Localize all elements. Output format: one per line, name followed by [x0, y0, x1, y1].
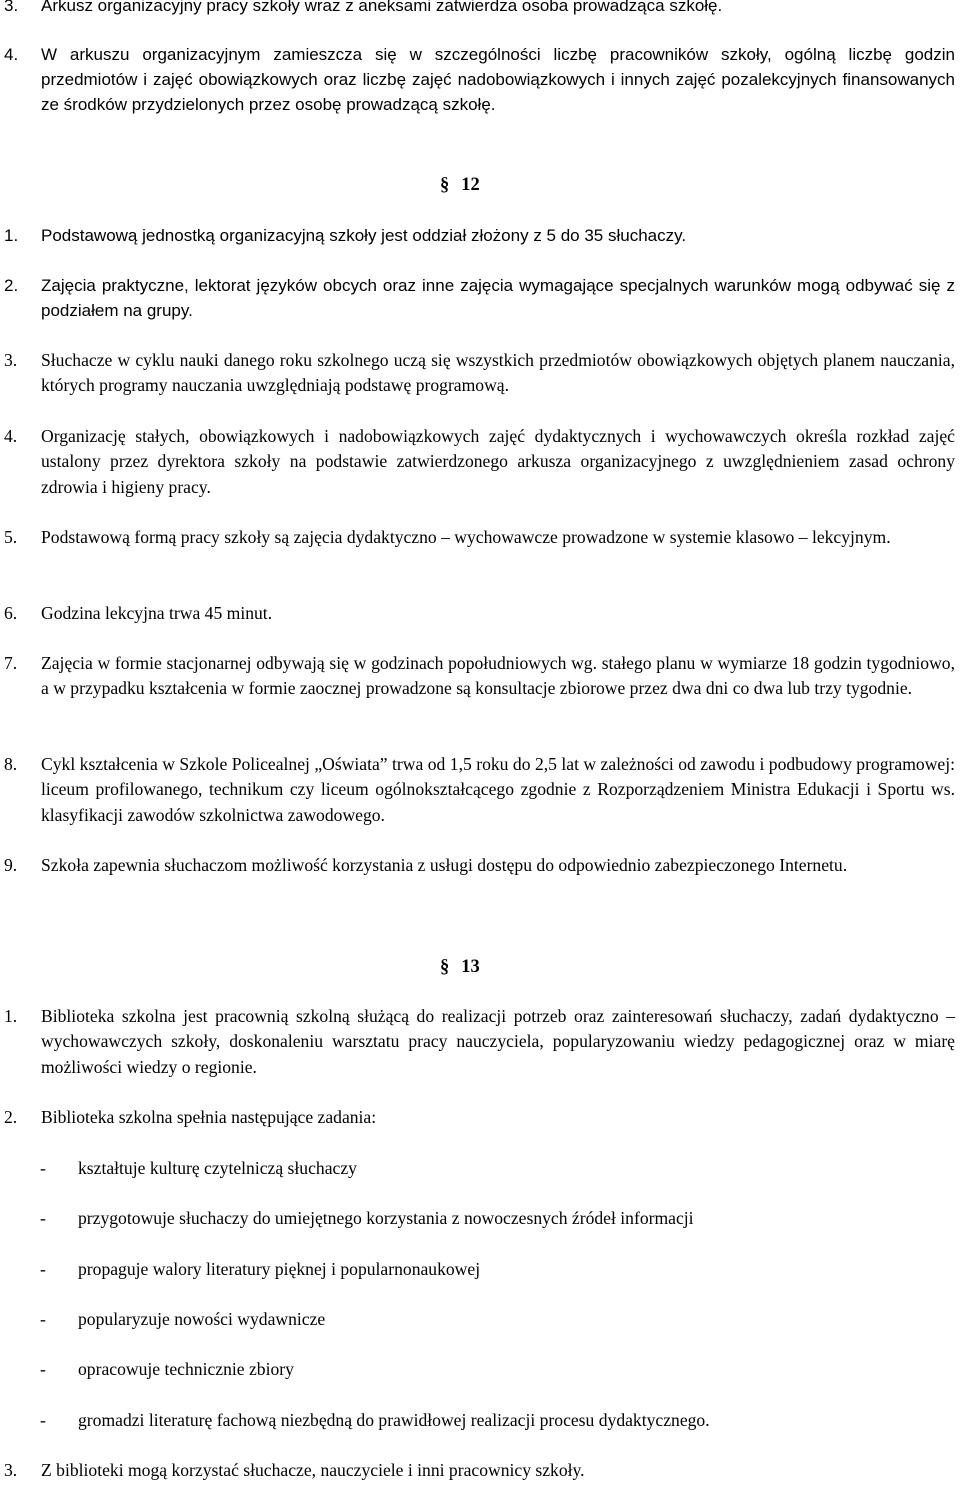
task-text: gromadzi literaturę fachową niezbędną do prawidłowej realizacji procesu dydaktycznego.: [78, 1410, 710, 1430]
paragraph-number: 3.: [4, 1460, 18, 1480]
paragraph-s12-9: [4, 853, 955, 878]
paragraph-s12-3: [4, 348, 955, 399]
paragraph-s12-8: [4, 752, 955, 828]
task-text: kształtuje kulturę czytelniczą słuchaczy: [78, 1158, 357, 1178]
paragraph-text: Podstawową jednostką organizacyjną szkoły jest oddział złożony z 5 do 35 słuchaczy.: [41, 226, 687, 245]
section-heading-13: [440, 955, 480, 980]
paragraph-text: Cykl kształcenia w Szkole Policealnej „Oświata” trwa od 1,5 roku do 2,5 lat w zależności od zawodu i podbudowy programowej: liceum profilowanego, technikum czy liceum ogólnokształcącego zgodnie z Rozporządzeniem Ministra Edukacji i Sportu ws. klasyfikacji zawodów szkolnictwa zawodowego.: [41, 754, 955, 825]
paragraph-text: Zajęcia w formie stacjonarnej odbywają się w godzinach popołudniowych wg. stałego planu w wymiarze 18 godzin tygodniowo, a w przypadku kształcenia w formie zaocznej prowadzone są konsultacje zbiorowe przez dwa dni co dwa lub trzy tygodnie.: [41, 653, 955, 699]
paragraph-text: Zajęcia praktyczne, lektorat języków obcych oraz inne zajęcia wymagające specjalnych warunków mogą odbywać się z podziałem na grupy.: [41, 276, 955, 320]
paragraph-text: Organizację stałych, obowiązkowych i nadobowiązkowych zajęć dydaktycznych i wychowawczych określa rozkład zajęć ustalony przez dyrektora szkoły na podstawie zatwierdzonego arkusza organizacyjnego z uwzględnieniem zasad ochrony zdrowia i higieny pracy.: [41, 426, 955, 497]
paragraph-text: Godzina lekcyjna trwa 45 minut.: [41, 603, 273, 623]
paragraph-text: Biblioteka szkolna jest pracownią szkolną służącą do realizacji potrzeb oraz zainteresowań słuchaczy, zadań dydaktyczno – wychowawczych szkoły, doskonaleniu warsztatu pracy nauczyciela, popularyzowaniu wiedzy pedagogicznej oraz w miarę możliwości wiedzy o regionie.: [41, 1006, 955, 1077]
paragraph-s13-3: [4, 1458, 955, 1483]
task-text: przygotowuje słuchaczy do umiejętnego korzystania z nowoczesnych źródeł informacji: [78, 1208, 694, 1228]
dash-bullet: -: [40, 1208, 46, 1228]
paragraph-s12-4: [4, 424, 955, 500]
task-list-item: [40, 1257, 480, 1282]
paragraph-text: Szkoła zapewnia słuchaczom możliwość korzystania z usługi dostępu do odpowiednio zabezpieczonego Internetu.: [41, 855, 848, 875]
paragraph-s12-1: [4, 223, 955, 248]
paragraph-number: 4.: [4, 426, 18, 446]
paragraph-text: Słuchacze w cyklu nauki danego roku szkolnego uczą się wszystkich przedmiotów obowiązkowych objętych planem nauczania, których programy nauczania uwzględniają podstawę programową.: [41, 350, 955, 396]
paragraph-text: Z biblioteki mogą korzystać słuchacze, nauczyciele i inni pracownicy szkoły.: [41, 1460, 585, 1480]
paragraph-number: 2.: [4, 276, 19, 295]
paragraph-s11-4: [4, 42, 955, 117]
paragraph-number: 1.: [4, 226, 19, 245]
section-heading-12: [440, 173, 480, 198]
task-list-item: [40, 1408, 710, 1433]
dash-bullet: -: [40, 1359, 46, 1379]
task-list-item: [40, 1357, 294, 1382]
paragraph-s13-1: [4, 1004, 955, 1080]
paragraph-s12-6: [4, 601, 955, 626]
task-list-item: [40, 1206, 694, 1231]
paragraph-number: 5.: [4, 527, 18, 547]
paragraph-text: W arkuszu organizacyjnym zamieszcza się w szczególności liczbę pracowników szkoły, ogólną liczbę godzin przedmiotów i zajęć obowiązkowych oraz liczbę zajęć nadobowiązkowych i innych zajęć pozalekcyjnych finansowanych ze środków przydzielonych przez osobę prowadzącą szkołę.: [41, 45, 955, 114]
paragraph-text: Arkusz organizacyjny pracy szkoły wraz z aneksami zatwierdza osoba prowadząca szkołę.: [41, 0, 723, 15]
paragraph-s11-3: [4, 0, 955, 18]
section-symbol: §: [440, 175, 450, 195]
task-text: opracowuje technicznie zbiory: [78, 1359, 294, 1379]
paragraph-s13-2: [4, 1105, 955, 1130]
task-text: propaguje walory literatury pięknej i popularnonaukowej: [78, 1259, 481, 1279]
task-text: popularyzuje nowości wydawnicze: [78, 1309, 326, 1329]
section-number: 12: [461, 175, 480, 195]
section-symbol: §: [440, 957, 450, 977]
paragraph-text: Podstawową formą pracy szkoły są zajęcia dydaktyczno – wychowawcze prowadzone w systemie klasowo – lekcyjnym.: [41, 527, 891, 547]
paragraph-number: 2.: [4, 1107, 18, 1127]
paragraph-number: 7.: [4, 653, 18, 673]
paragraph-s12-7: [4, 651, 955, 702]
paragraph-s12-5: [4, 525, 955, 550]
paragraph-number: 4.: [4, 45, 19, 64]
paragraph-number: 6.: [4, 603, 18, 623]
section-number: 13: [461, 957, 480, 977]
task-list-item: [40, 1156, 357, 1181]
paragraph-number: 8.: [4, 754, 18, 774]
paragraph-s12-2: [4, 273, 955, 323]
task-list-item: [40, 1307, 325, 1332]
paragraph-number: 9.: [4, 855, 18, 875]
dash-bullet: -: [40, 1309, 46, 1329]
dash-bullet: -: [40, 1410, 46, 1430]
paragraph-text: Biblioteka szkolna spełnia następujące zadania:: [41, 1107, 377, 1127]
paragraph-number: 3.: [4, 0, 19, 15]
paragraph-number: 3.: [4, 350, 18, 370]
dash-bullet: -: [40, 1158, 46, 1178]
paragraph-number: 1.: [4, 1006, 18, 1026]
dash-bullet: -: [40, 1259, 46, 1279]
